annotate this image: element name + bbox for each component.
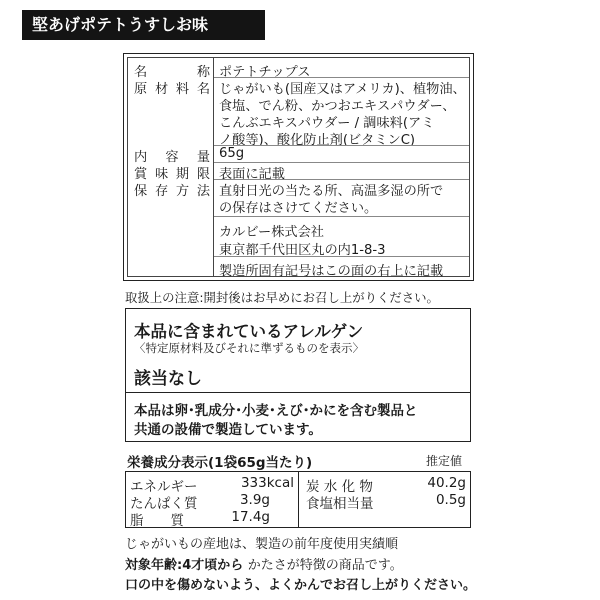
row-separator [214,145,469,146]
nutrient-value: 333kcal [240,475,294,491]
maker-name: カルビー株式会社 [219,225,324,240]
key-best-before: 賞 味 期 限 [134,167,210,182]
food-label-inner [127,57,470,277]
nutrient-name: エネルギー [130,479,198,495]
nutrition-estimate-note: 推定値 [426,454,463,468]
target-age-text: かたさが特徴の商品です。 [247,558,403,573]
facility-line: 共通の設備で製造しています。 [134,422,322,438]
allergen-value: 該当なし [134,369,202,389]
value-storage-line: 直射日光の当たる所、高温多湿の所で [219,184,444,199]
row-separator [214,256,469,257]
facility-line: 本品は卵･乳成分･小麦･えび･かにを含む製品と [134,403,418,419]
factory-code-note: 製造所固有記号はこの面の右上に記載 [219,264,444,279]
product-title-banner [22,10,265,40]
chewing-warning: 口の中を傷めないよう、よくかんでお召し上がりください。 [125,578,477,593]
value-content-amount: 65g [219,146,245,161]
nutrition-table [125,471,471,528]
value-storage-line: の保存はさけてください。 [219,201,378,216]
nutrient-value: 40.2g [427,475,466,491]
nutrient-name: 食塩相当量 [306,496,374,512]
nutrition-divider [298,472,299,527]
food-label-table [123,53,474,281]
nutrient-value: 17.4g [231,509,270,525]
key-content-amount: 内 容 量 [134,150,210,165]
nutrient-value: 3.9g [239,492,270,508]
key-ingredients: 原 材 料 名 [134,82,210,97]
maker-address: 東京都千代田区丸の内1-8-3 [219,243,386,258]
nutrient-name: たんぱく質 [130,496,198,512]
key-name: 名 称 [134,65,210,80]
value-name: ポテトチップス [219,65,311,80]
nutrient-name: 脂 質 [130,513,184,529]
value-ingredients-line: ノ酸等)、酸化防止剤(ビタミンC) [219,133,416,148]
allergen-title: 本品に含まれているアレルゲン [134,322,364,341]
target-age [125,554,403,573]
label-key-column [128,58,214,276]
value-ingredients-line: じゃがいも(国産又はアメリカ)、植物油、 [219,82,466,97]
allergen-subtitle: 〈特定原材料及びそれに準ずるものを表示〉 [134,341,364,355]
nutrient-value: 0.5g [435,492,466,508]
nutrition-title: 栄養成分表示(1袋65g当たり) [127,455,313,471]
value-ingredients-line: 食塩、でん粉、かつおエキスパウダー、 [219,99,456,114]
value-ingredients-line: こんぶエキスパウダー / 調味料(アミ [219,116,435,131]
handling-caution: 取扱上の注意:開封後はお早めにお召し上がりください。 [125,290,439,305]
target-age-label: 対象年齢:4才頃から [125,558,244,573]
shared-facility-box [125,392,471,442]
row-separator [214,216,469,217]
nutrient-name: 炭 水 化 物 [306,479,373,495]
key-storage: 保 存 方 法 [134,184,210,199]
origin-note: じゃがいもの産地は、製造の前年度使用実績順 [125,537,399,552]
allergen-box [125,308,471,393]
value-best-before: 表面に記載 [219,167,285,182]
product-title: 堅あげポテトうすしお味 [32,15,209,34]
